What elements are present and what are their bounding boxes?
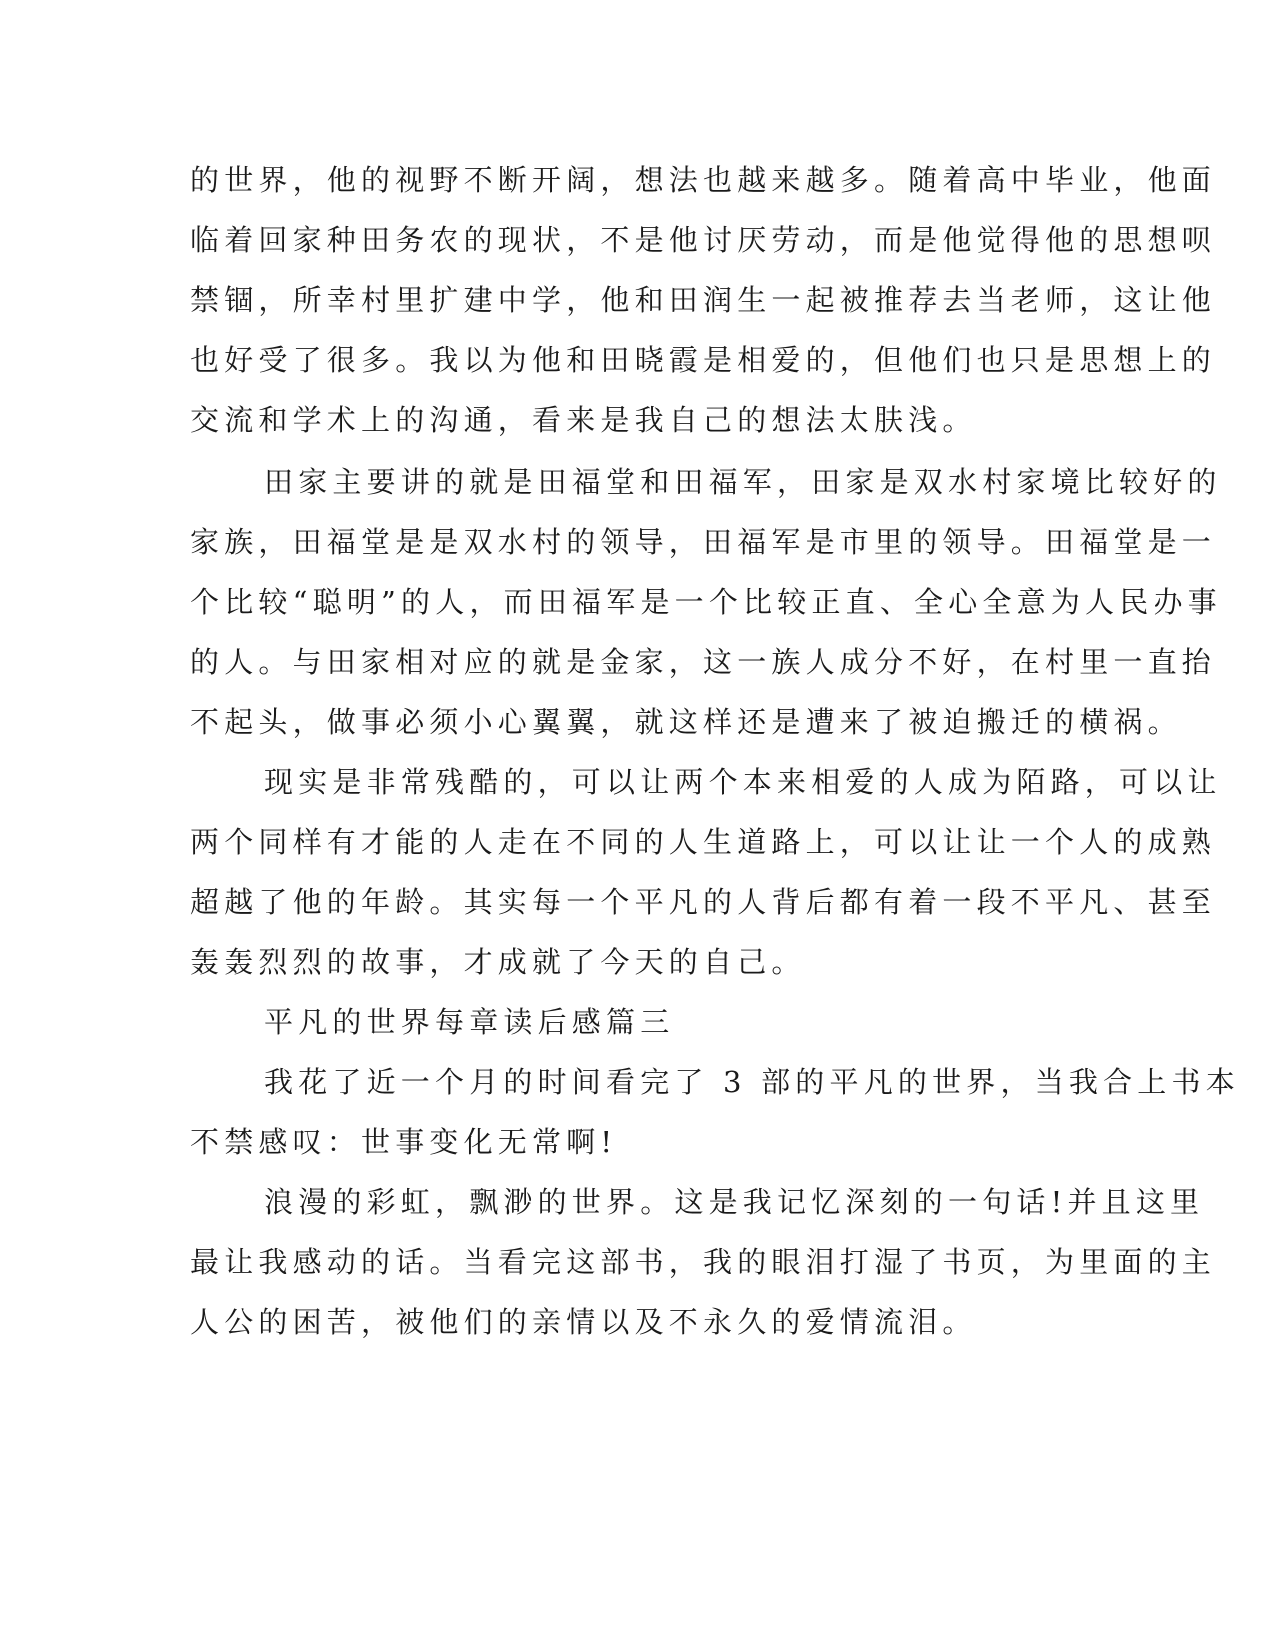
text-line: 轰轰烈烈的故事，才成就了今天的自己。 — [190, 945, 806, 979]
text-line: 人公的困苦，被他们的亲情以及不永久的爱情流泪。 — [190, 1305, 977, 1339]
text-line: 的人。与田家相对应的就是金家，这一族人成分不好，在村里一直抬 — [190, 645, 1217, 679]
text-line: 的世界，他的视野不断开阔，想法也越来越多。随着高中毕业，他面 — [190, 163, 1217, 197]
paragraph-first-line: 我花了近一个月的时间看完了 3 部的平凡的世界，当我合上书本 — [264, 1065, 1240, 1099]
text-line: 也好受了很多。我以为他和田晓霞是相爱的，但他们也只是思想上的 — [190, 343, 1217, 377]
text-line: 家族，田福堂是是双水村的领导，田福军是市里的领导。田福堂是一 — [190, 525, 1217, 559]
paragraph-first-line: 田家主要讲的就是田福堂和田福军，田家是双水村家境比较好的 — [264, 465, 1222, 499]
text-line: 超越了他的年龄。其实每一个平凡的人背后都有着一段不平凡、甚至 — [190, 885, 1217, 919]
text-line: 交流和学术上的沟通，看来是我自己的想法太肤浅。 — [190, 403, 977, 437]
paragraph-first-line: 浪漫的彩虹，飘渺的世界。这是我记忆深刻的一句话!并且这里 — [264, 1185, 1205, 1219]
text-line: 临着回家种田务农的现状，不是他讨厌劳动，而是他觉得他的思想呗 — [190, 223, 1217, 257]
text-line: 两个同样有才能的人走在不同的人生道路上，可以让让一个人的成熟 — [190, 825, 1217, 859]
paragraph-first-line: 现实是非常残酷的，可以让两个本来相爱的人成为陌路，可以让 — [264, 765, 1222, 799]
text-line: 不起头，做事必须小心翼翼，就这样还是遭来了被迫搬迁的横祸。 — [190, 705, 1182, 739]
text-line: 禁锢，所幸村里扩建中学，他和田润生一起被推荐去当老师，这让他 — [190, 283, 1217, 317]
text-line: 个比较“聪明”的人，而田福军是一个比较正直、全心全意为人民办事 — [190, 585, 1222, 619]
text-line: 不禁感叹：世事变化无常啊! — [190, 1125, 618, 1159]
section-heading: 平凡的世界每章读后感篇三 — [264, 1005, 675, 1039]
text-line: 最让我感动的话。当看完这部书，我的眼泪打湿了书页，为里面的主 — [190, 1245, 1217, 1279]
